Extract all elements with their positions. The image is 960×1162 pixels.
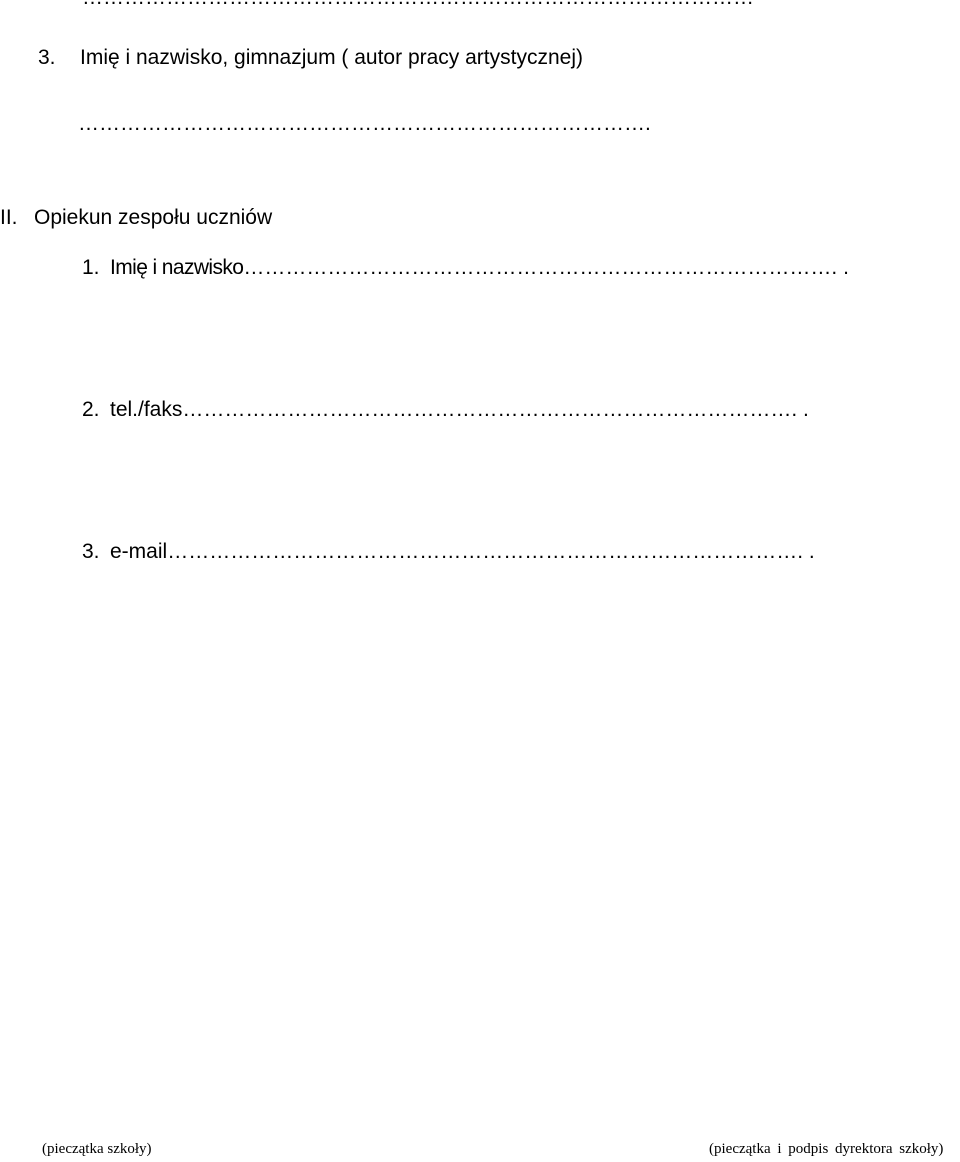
caretaker-email-fill: ………………………………………………………………………………. xyxy=(167,540,804,563)
section-ii-heading xyxy=(0,206,272,230)
caretaker-email-number: 3. xyxy=(82,540,100,563)
caretaker-phone-end: . xyxy=(797,398,809,421)
section-ii-title: Opiekun zespołu uczniów xyxy=(34,206,273,229)
caretaker-email-field xyxy=(82,540,815,564)
caretaker-name-field xyxy=(82,256,849,280)
caretaker-phone-field xyxy=(82,398,809,422)
contest-item-3 xyxy=(38,46,583,70)
caretaker-name-number: 1. xyxy=(82,256,100,279)
director-stamp-caption: (pieczątka i podpis dyrektora szkoły) xyxy=(709,1141,944,1157)
caretaker-email-label: e-mail xyxy=(110,540,168,563)
caretaker-email-end: . xyxy=(803,540,815,563)
caretaker-name-end: . xyxy=(837,256,849,279)
top-fill-line xyxy=(82,0,754,10)
contest-item-fill-line: ………………………………………………………………………. xyxy=(78,112,651,135)
contest-item-label: Imię i nazwisko, gimnazjum ( autor pracy artystycznej) xyxy=(80,46,583,69)
caretaker-phone-fill: ……………………………………………………………………………. xyxy=(182,398,798,421)
contest-item-number: 3. xyxy=(38,46,56,69)
caretaker-phone-number: 2. xyxy=(82,398,100,421)
caretaker-phone-label: tel./faks xyxy=(110,398,183,421)
caretaker-name-fill: …………………………………………………………………………. xyxy=(243,256,838,279)
section-ii-number: II. xyxy=(0,206,18,229)
school-stamp-caption: (pieczątka szkoły) xyxy=(42,1141,152,1157)
caretaker-name-label: Imię i nazwisko xyxy=(110,256,244,279)
